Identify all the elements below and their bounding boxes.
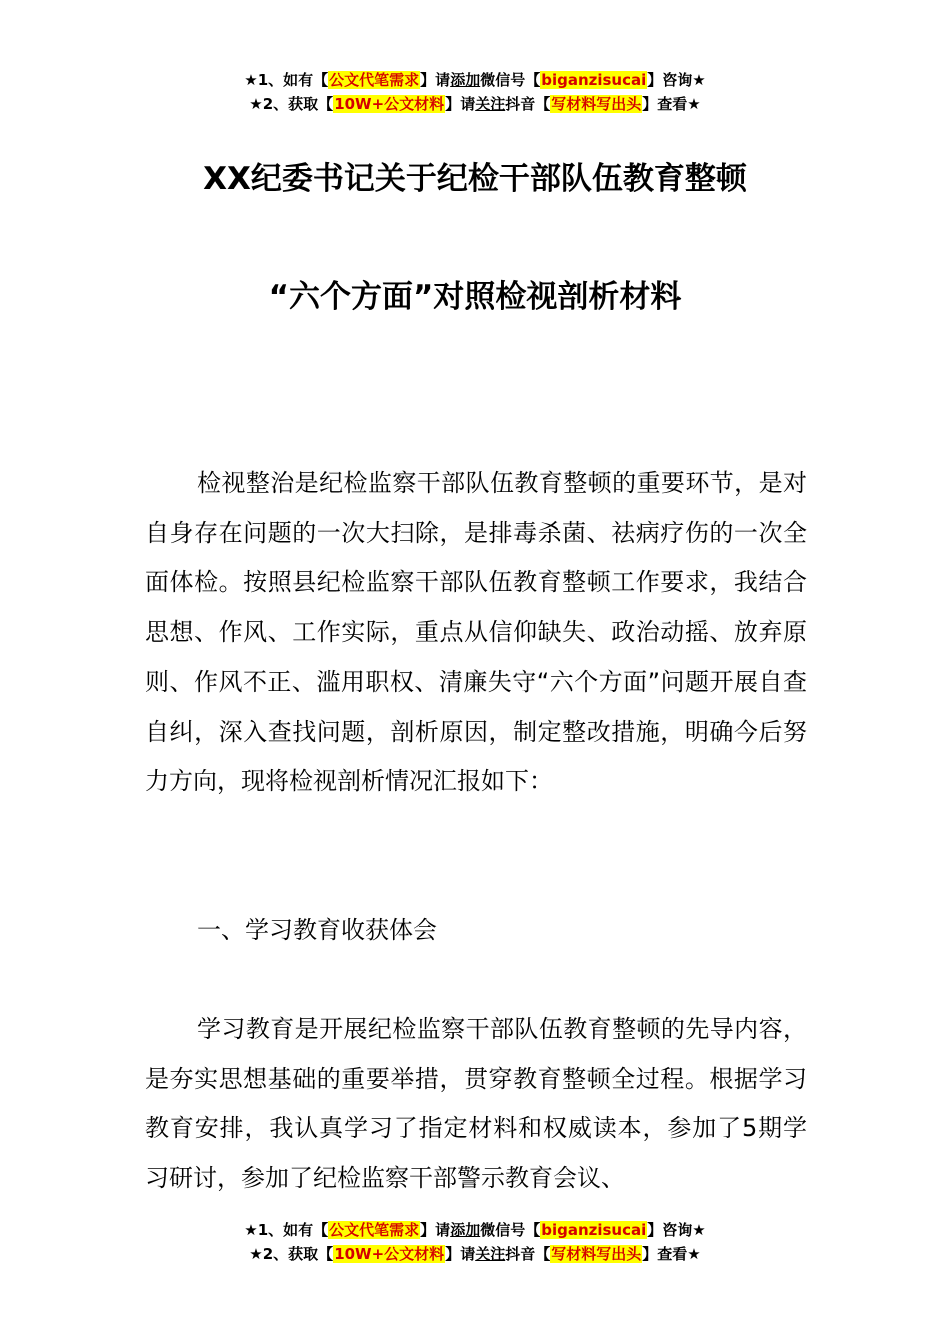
body-paragraph-1: 检视整治是纪检监察干部队伍教育整顿的重要环节，是对自身存在问题的一次大扫除，是排毒杀菌、祛病疗伤的一次全面体检。按照县纪检监察干部队伍教育整顿工作要求，我结合思想、作风、工作实际，重点从信仰缺失、政治动摇、放弃原则、作风不正、滥用职权、清廉失守“六个方面”问题开展自查自纠，深入查找问题，剖析原因，制定整改措施，明确今后努力方向，现将检视剖析情况汇报如下：: [145, 469, 807, 796]
banner-highlight-douyin: 写材料写出头: [551, 95, 642, 113]
banner-line-2: ★2、获取【10W+公文材料】请关注抖音【写材料写出头】查看★: [249, 95, 701, 113]
document-title-line-1: XX纪委书记关于纪检干部队伍教育整顿: [203, 161, 747, 197]
footer-banner-line-2: ★2、获取【10W+公文材料】请关注抖音【写材料写出头】查看★: [249, 1245, 701, 1263]
section-heading-1: 一、学习教育收获体会: [197, 916, 437, 944]
banner-highlight-service: 公文代笔需求: [329, 71, 420, 89]
footer-highlight-materials: 10W+公文材料: [334, 1245, 445, 1263]
banner-highlight-materials: 10W+公文材料: [334, 95, 445, 113]
banner-line-1: ★1、如有【公文代笔需求】请添加微信号【biganzisucai】咨询★: [244, 71, 706, 89]
footer-highlight-wechat: biganzisucai: [541, 1221, 647, 1239]
footer-highlight-douyin: 写材料写出头: [551, 1245, 642, 1263]
document-title-line-2: “六个方面”对照检视剖析材料: [268, 279, 682, 315]
footer-highlight-service: 公文代笔需求: [329, 1221, 420, 1239]
header-banner: [0, 68, 950, 116]
footer-banner-line-1: ★1、如有【公文代笔需求】请添加微信号【biganzisucai】咨询★: [244, 1221, 706, 1239]
body-paragraph-2: 学习教育是开展纪检监察干部队伍教育整顿的先导内容，是夯实思想基础的重要举措，贯穿教育整顿全过程。根据学习教育安排，我认真学习了指定材料和权威读本，参加了5期学习研讨，参加了纪检监察干部警示教育会议、: [145, 1015, 807, 1193]
banner-highlight-wechat: biganzisucai: [541, 71, 647, 89]
footer-banner: [0, 1218, 950, 1266]
